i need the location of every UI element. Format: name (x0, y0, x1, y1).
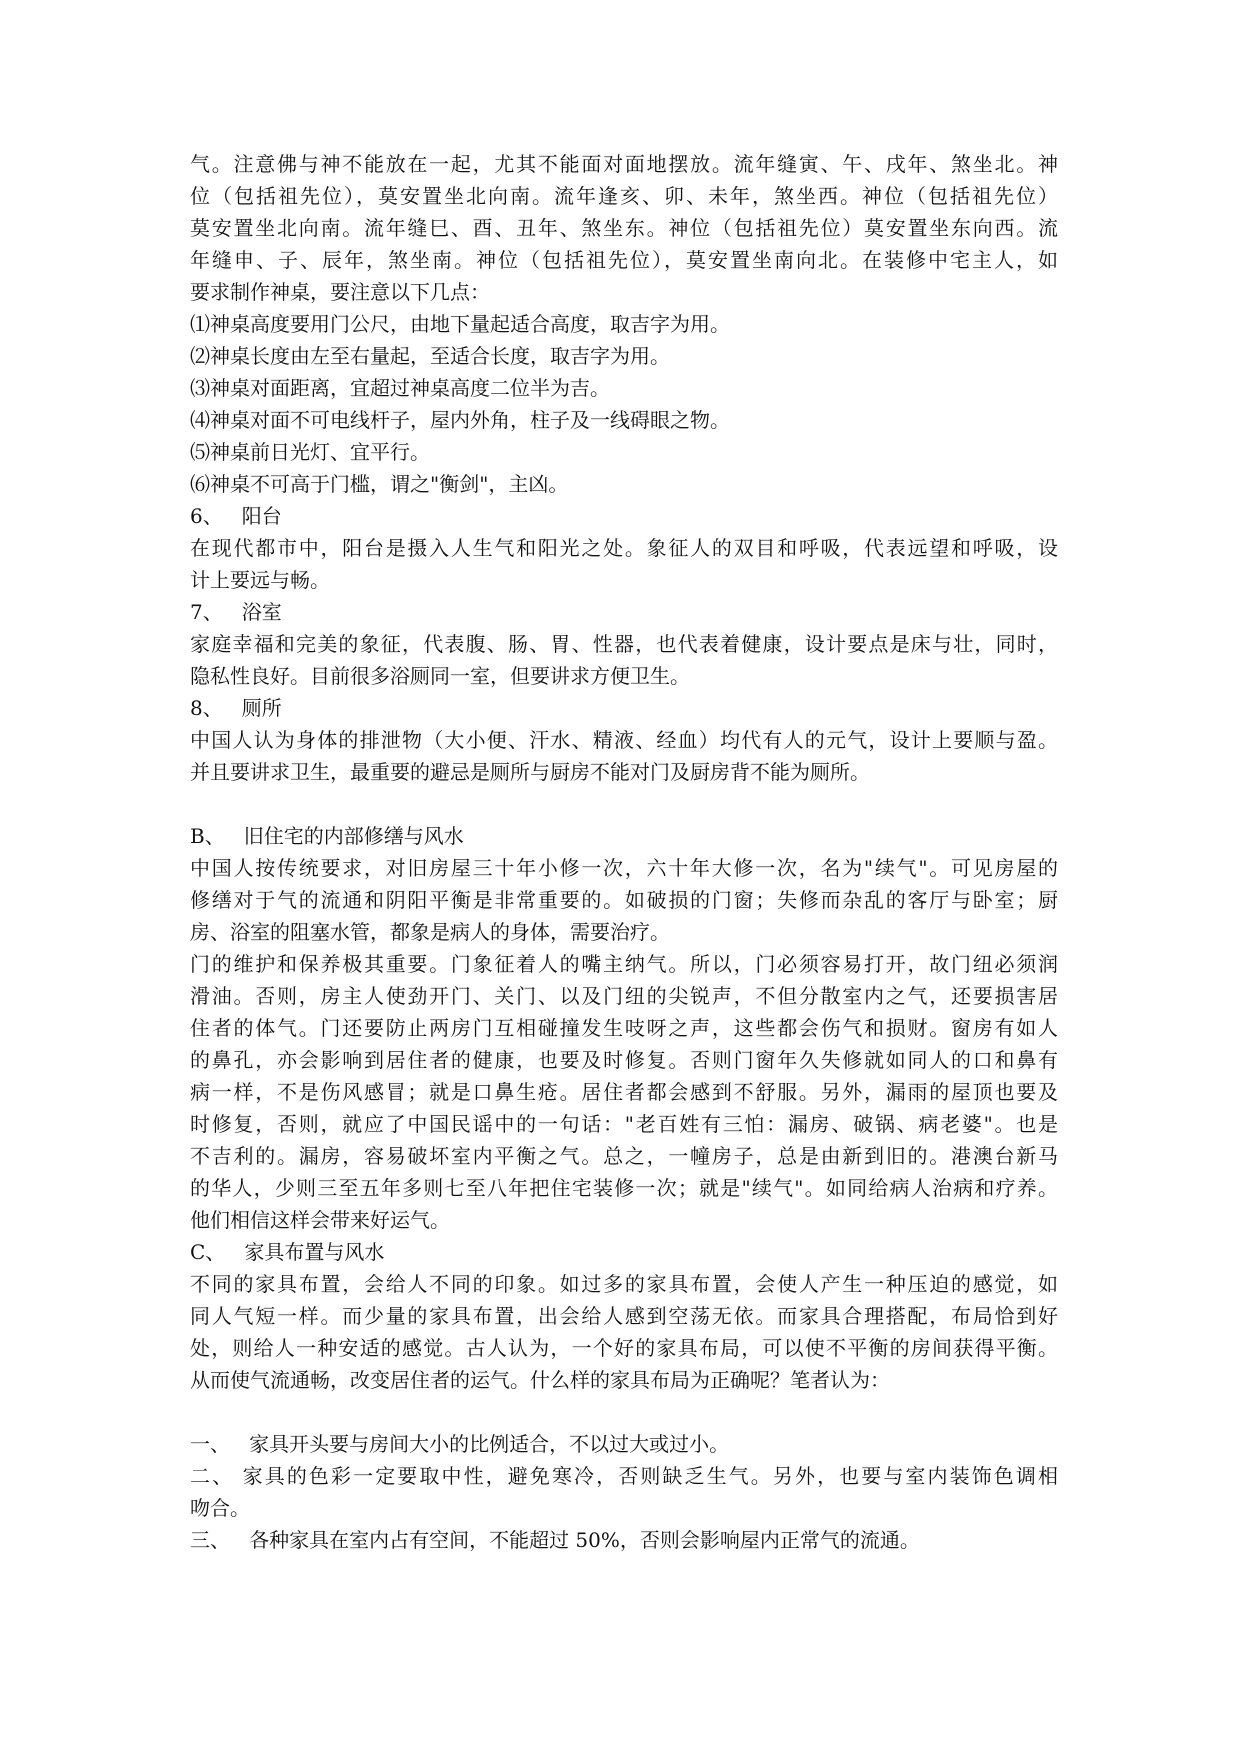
text-line: 一、 家具开头要与房间大小的比例适合，不以过大或过小。 (190, 1432, 730, 1456)
text-line: 房、浴室的阻塞水管，都象是病人的身体，需要治疗。 (190, 920, 670, 944)
text-line: 二、 家具的色彩一定要取中性，避免寒冷，否则缺乏生气。另外，也要与室内装饰色调相 (190, 1464, 1058, 1488)
text-line: 病一样，不是伤风感冒；就是口鼻生疮。居住者都会感到不舒服。另外，漏雨的屋顶也要及 (190, 1080, 1058, 1104)
text-line: 不吉利的。漏房，容易破坏室内平衡之气。总之，一幢房子，总是由新到旧的。港澳台新马 (190, 1144, 1058, 1168)
text-line: ⑶神桌对面距离，宜超过神桌高度二位半为吉。 (190, 376, 610, 400)
blank-line (190, 788, 1058, 820)
text-line: 滑油。否则，房主人使劲开门、关门、以及门纽的尖锐声，不但分散室内之气，还要损害居 (190, 984, 1058, 1008)
text-line: 8、 厕所 (190, 696, 282, 720)
text-line: 时修复，否则，就应了中国民谣中的一句话："老百姓有三怕：漏房、破锅、病老婆"。也是 (190, 1112, 1058, 1136)
text-line: 吻合。 (190, 1496, 250, 1520)
text-line: ⑹神桌不可高于门槛，谓之"衡剑"，主凶。 (190, 472, 569, 496)
text-line: 在现代都市中，阳台是摄入人生气和阳光之处。象征人的双目和呼吸，代表远望和呼吸，设 (190, 536, 1058, 560)
text-line: 同人气短一样。而少量的家具布置，出会给人感到空荡无依。而家具合理搭配，布局恰到好 (190, 1304, 1058, 1328)
text-line: 修缮对于气的流通和阴阳平衡是非常重要的。如破损的门窗；失修而杂乱的客厅与卧室；厨 (190, 888, 1058, 912)
text-line: ⑸神桌前日光灯、宜平行。 (190, 440, 430, 464)
text-line: 中国人认为身体的排泄物（大小便、汗水、精液、经血）均代有人的元气，设计上要顺与盈。 (190, 728, 1058, 752)
text-line: C、 家具布置与风水 (190, 1240, 385, 1264)
text-line: 从而使气流通畅，改变居住者的运气。什么样的家具布局为正确呢？笔者认为： (190, 1368, 890, 1392)
text-line: B、 旧住宅的内部修缮与风水 (190, 824, 464, 848)
text-line: 位（包括祖先位），莫安置坐北向南。流年逢亥、卯、未年，煞坐西。神位（包括祖先位） (190, 184, 1058, 208)
text-line: 他们相信这样会带来好运气。 (190, 1208, 450, 1232)
document-page (190, 148, 1058, 1556)
text-line: 处，则给人一种安适的感觉。古人认为，一个好的家具布局，可以使不平衡的房间获得平衡。 (190, 1336, 1058, 1360)
text-line: 三、 各种家具在室内占有空间，不能超过 50%，否则会影响屋内正常气的流通。 (190, 1528, 920, 1552)
text-line: 隐私性良好。目前很多浴厕同一室，但要讲求方便卫生。 (190, 664, 690, 688)
text-line: 年缝申、子、辰年，煞坐南。神位（包括祖先位），莫安置坐南向北。在装修中宅主人，如 (190, 248, 1058, 272)
text-line: 住者的体气。门还要防止两房门互相碰撞发生吱呀之声，这些都会伤气和损财。窗房有如人 (190, 1016, 1058, 1040)
text-line: 计上要远与畅。 (190, 568, 330, 592)
text-line: 6、 阳台 (190, 504, 282, 528)
text-line: ⑴神桌高度要用门公尺，由地下量起适合高度，取吉字为用。 (190, 312, 730, 336)
text-line: 的鼻孔，亦会影响到居住者的健康，也要及时修复。否则门窗年久失修就如同人的口和鼻有 (190, 1048, 1058, 1072)
text-line: 门的维护和保养极其重要。门象征着人的嘴主纳气。所以，门必须容易打开，故门纽必须润 (190, 952, 1058, 976)
text-line: ⑷神桌对面不可电线杆子，屋内外角，柱子及一线碍眼之物。 (190, 408, 730, 432)
text-line: ⑵神桌长度由左至右量起，至适合长度，取吉字为用。 (190, 344, 670, 368)
text-line: 中国人按传统要求，对旧房屋三十年小修一次，六十年大修一次，名为"续气"。可见房屋的 (190, 856, 1058, 880)
text-line: 不同的家具布置，会给人不同的印象。如过多的家具布置，会使人产生一种压迫的感觉，如 (190, 1272, 1058, 1296)
text-line: 7、 浴室 (190, 600, 282, 624)
text-line: 莫安置坐北向南。流年缝巳、酉、丑年、煞坐东。神位（包括祖先位）莫安置坐东向西。流 (190, 216, 1058, 240)
text-line: 家庭幸福和完美的象征，代表腹、肠、胃、性器，也代表着健康，设计要点是床与壮，同时， (190, 632, 1058, 656)
text-line: 气。注意佛与神不能放在一起，尤其不能面对面地摆放。流年缝寅、午、戌年、煞坐北。神 (190, 152, 1058, 176)
text-line: 并且要讲求卫生，最重要的避忌是厕所与厨房不能对门及厨房背不能为厕所。 (190, 760, 870, 784)
text-line: 的华人，少则三至五年多则七至八年把住宅装修一次；就是"续气"。如同给病人治病和疗养。 (190, 1176, 1058, 1200)
text-line: 要求制作神桌，要注意以下几点： (190, 280, 490, 304)
blank-line (190, 1396, 1058, 1428)
